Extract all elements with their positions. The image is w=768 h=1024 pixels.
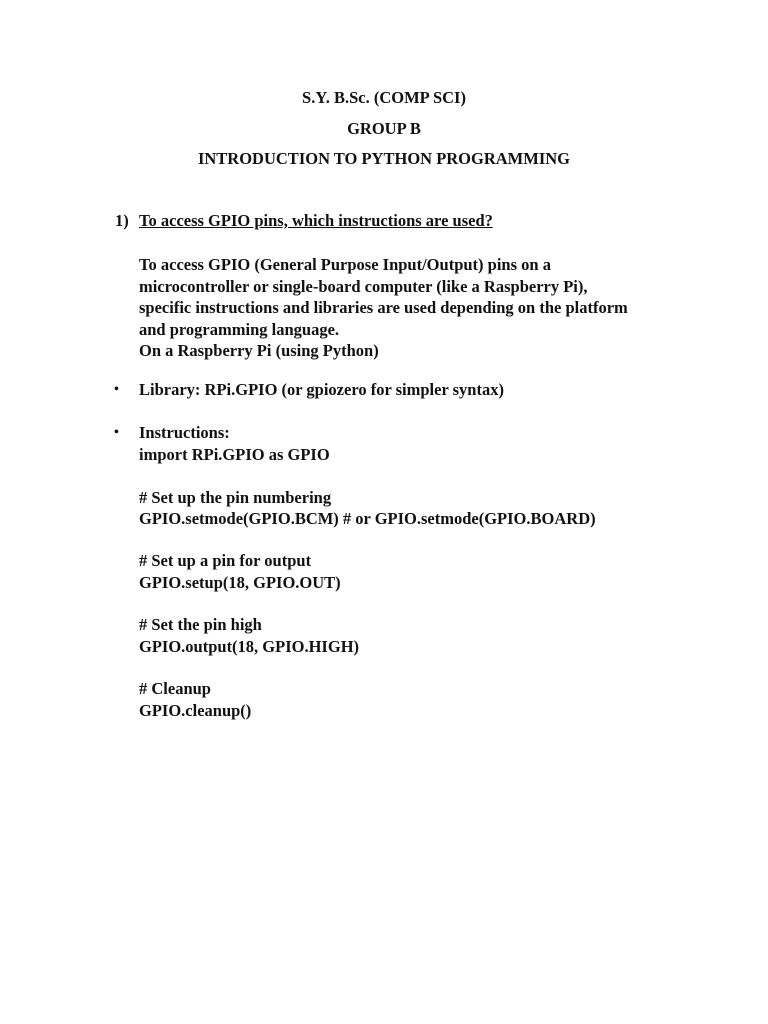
question-text: To access GPIO pins, which instructions are used? — [139, 211, 493, 230]
bullet-library: Library: RPi.GPIO (or gpiozero for simpler syntax) — [139, 380, 504, 399]
answer-line: To access GPIO (General Purpose Input/Output) pins on a — [139, 255, 551, 274]
answer-line: microcontroller or single-board computer (like a Raspberry Pi), — [139, 276, 588, 296]
code-blank-line — [139, 657, 596, 678]
answer-line: specific instructions and libraries are used depending on the platform — [139, 298, 628, 317]
bullet-instructions: Instructions: — [139, 423, 230, 442]
code-comment: # Cleanup — [139, 679, 211, 699]
header-subject: INTRODUCTION TO PYTHON PROGRAMMING — [197, 149, 571, 168]
question-number: 1) — [115, 211, 129, 230]
bullet-dot-icon: • — [114, 425, 119, 440]
code-blank-line — [139, 529, 596, 550]
code-comment: # Set up the pin numbering — [139, 487, 332, 507]
header-group: GROUP B — [347, 119, 421, 138]
answer-paragraph — [139, 254, 628, 362]
code-line: GPIO.output(18, GPIO.HIGH) — [139, 636, 360, 656]
code-comment: # Set the pin high — [139, 615, 262, 635]
code-comment: # Set up a pin for output — [139, 551, 312, 571]
code-line: GPIO.setmode(GPIO.BCM) # or GPIO.setmode(GPIO.BOARD) — [139, 508, 596, 528]
code-line: GPIO.cleanup() — [139, 700, 252, 720]
code-line: import RPi.GPIO as GPIO — [139, 445, 330, 464]
code-block — [139, 444, 596, 721]
answer-line: and programming language. — [139, 319, 340, 339]
code-blank-line — [139, 593, 596, 614]
answer-line: On a Raspberry Pi (using Python) — [139, 341, 379, 360]
code-blank-line — [139, 465, 596, 486]
bullet-dot-icon: • — [114, 382, 119, 397]
code-line: GPIO.setup(18, GPIO.OUT) — [139, 572, 341, 592]
header-course: S.Y. B.Sc. (COMP SCI) — [302, 88, 466, 107]
